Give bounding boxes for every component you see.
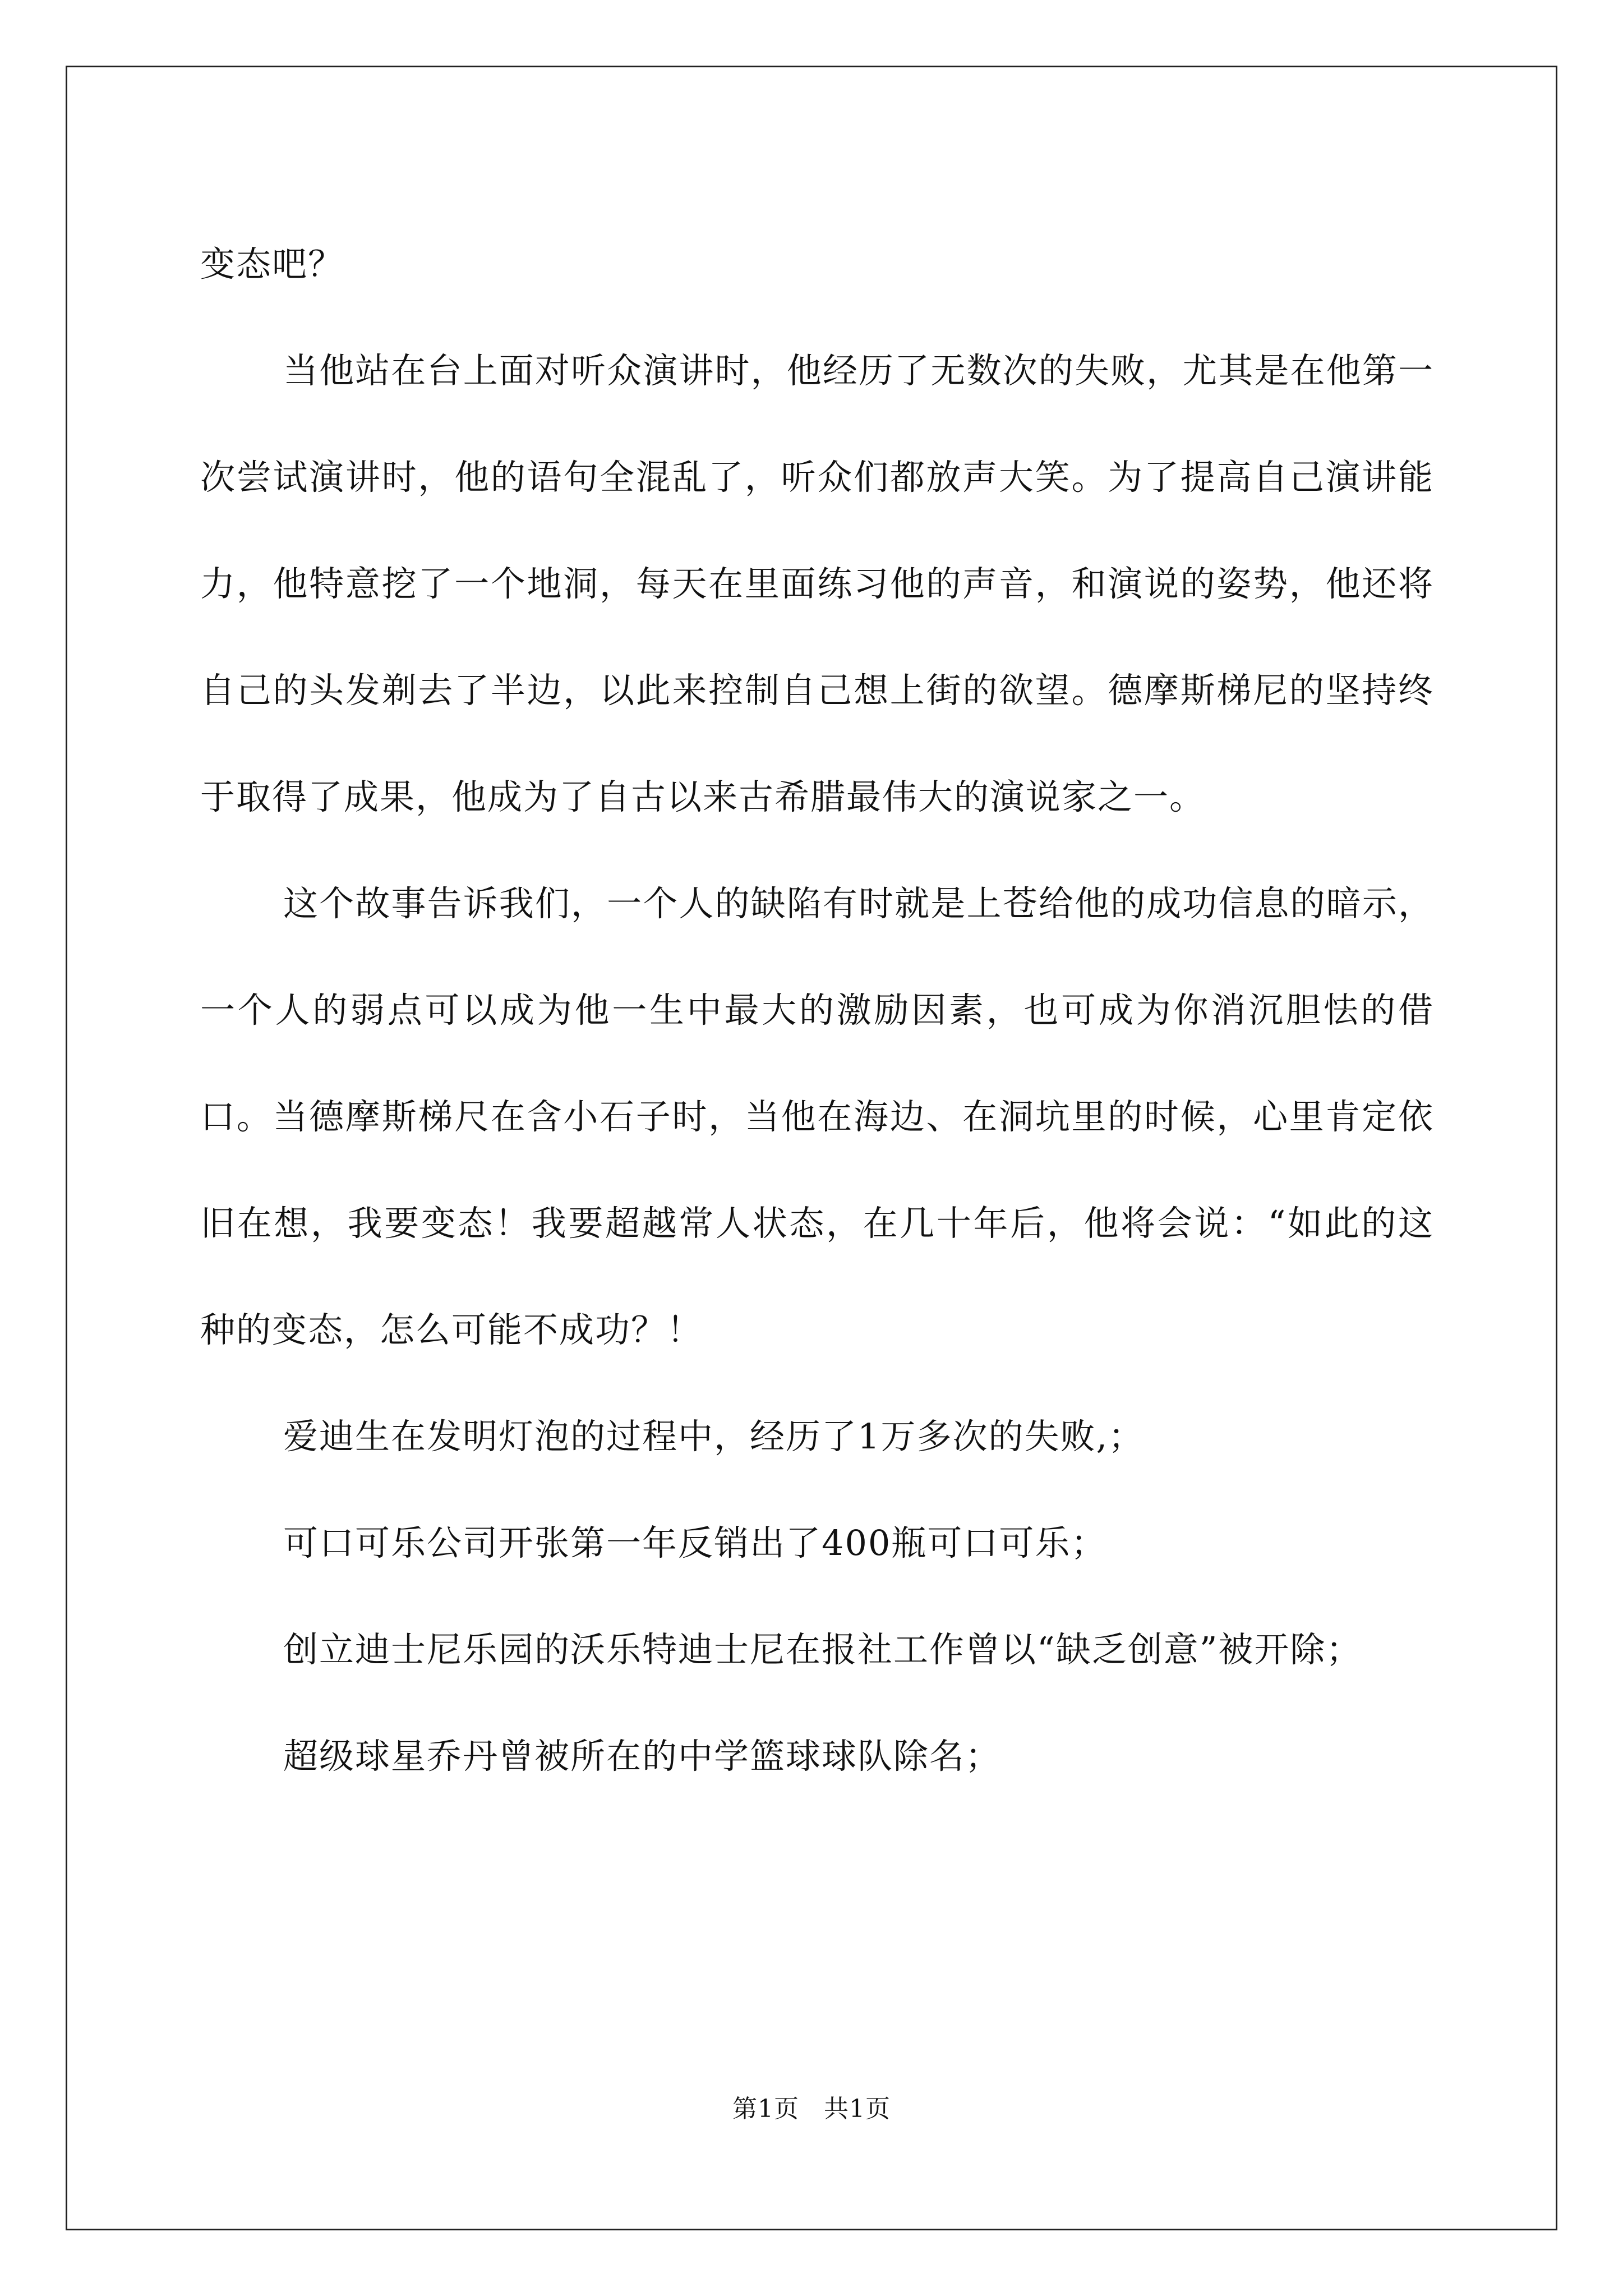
document-body [200, 211, 1434, 1810]
paragraph: 这个故事告诉我们，一个人的缺陷有时就是上苍给他的成功信息的暗示，一个人的弱点可以成为他一生中最大的激励因素，也可成为你消沉胆怯的借口。当德摩斯梯尺在含小石子时，当他在海边、在洞坑里的时候，心里肯定依旧在想，我要变态！我要超越常人状态，在几十年后，他将会说：“如此的这种的变态，怎么可能不成功？！ [200, 883, 1434, 1350]
page-footer [0, 2092, 1623, 2126]
page-total: 共1页 [824, 2095, 891, 2123]
paragraph: 创立迪士尼乐园的沃乐特迪士尼在报社工作曾以“缺乏创意”被开除； [283, 1629, 1362, 1670]
paragraph: 爱迪生在发明灯泡的过程中，经历了1万多次的失败,； [283, 1416, 1145, 1457]
paragraph: 超级球星乔丹曾被所在的中学篮球球队除名； [283, 1736, 1002, 1777]
page-number: 第1页 [732, 2095, 799, 2123]
paragraph: 可口可乐公司开张第一年反销出了400瓶可口可乐； [283, 1522, 1107, 1563]
paragraph: 变态吧？ [200, 243, 344, 284]
paragraph: 当他站在台上面对听众演讲时，他经历了无数次的失败，尤其是在他第一次尝试演讲时，他的语句全混乱了，听众们都放声大笑。为了提高自己演讲能力，他特意挖了一个地洞，每天在里面练习他的声音，和演说的姿势，他还将自己的头发剃去了半边，以此来控制自己想上街的欲望。德摩斯梯尼的坚持终于取得了成果，他成为了自古以来古希腊最伟大的演说家之一。 [200, 350, 1434, 817]
